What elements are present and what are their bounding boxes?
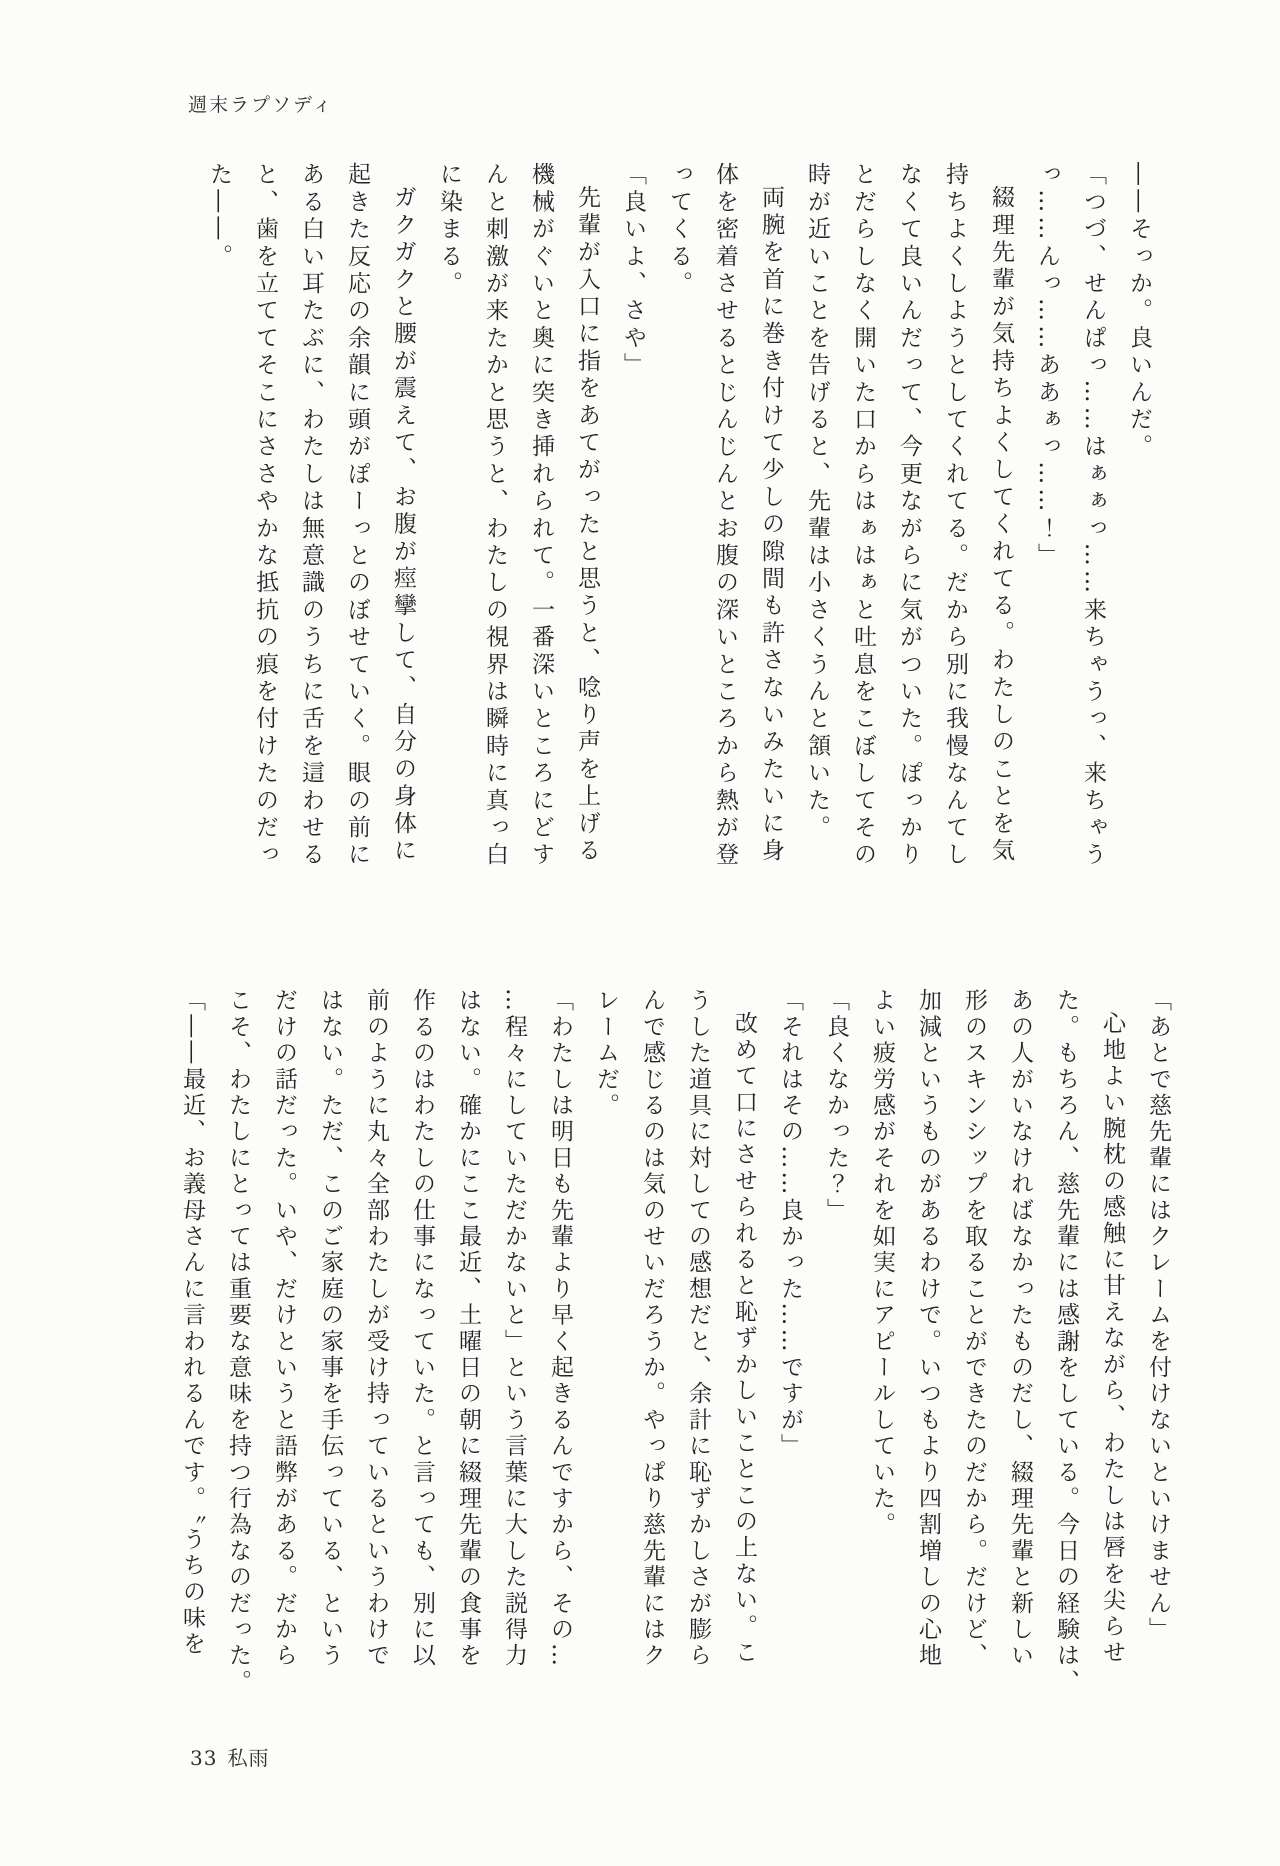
text-line: うした道具に対しての感想だと、余計に恥ずかしさが膨ら [685,988,711,1670]
text-line: 加減というものがあるわけで。いつもより四割増しの心地 [915,988,941,1670]
text-line: よい疲労感がそれを如実にアピールしていた。 [869,988,895,1539]
text-block-bottom [169,988,1181,1694]
text-block-top [196,162,1162,886]
text-line: ――そっか。良いんだ。 [1126,162,1152,462]
text-line: んで感じるのは気のせいだろうか。やっぱり慈先輩にはク [639,988,665,1670]
text-line: 「――最近、お義母さんに言われるんです。〝うちの味を [179,988,205,1658]
text-line: 作るのはわたしの仕事になっていた。と言っても、別に以 [409,988,435,1670]
text-line: なくて良いんだって、今更ながらに気がついた。ぽっかり [896,162,922,870]
text-line: とだらしなく開いた口からはぁはぁと吐息をこぼしてその [850,162,876,870]
text-line: た――。 [206,162,232,271]
text-line: 先輩が入口に指をあてがったと思うと、唸り声を上げる [574,185,600,865]
text-line: 心地よい腕枕の感触に甘えながら、わたしは唇を尖らせ [1099,1011,1125,1666]
text-line: ある白い耳たぶに、わたしは無意識のうちに舌を這わせる [298,162,324,870]
text-line: 両腕を首に巻き付けて少しの隙間も許さないみたいに身 [758,185,784,865]
text-line: んと刺激が来たかと思うと、わたしの視界は瞬時に真っ白 [482,162,508,870]
text-line: 前のように丸々全部わたしが受け持っているというわけで [363,988,389,1670]
book-title: 私雨 [227,1746,270,1770]
text-line: と、歯を立ててそこにささやかな抵抗の痕を付けたのだっ [252,162,278,870]
text-line: に染まる。 [436,162,462,298]
text-line: 「良いよ、さや」 [620,162,646,380]
text-line: はない。確かにここ最近、土曜日の朝に綴理先輩の食事を [455,988,481,1670]
running-header: 週末ラプソディ [188,94,334,116]
text-line: あの人がいなければなかったものだし、綴理先輩と新しい [1007,988,1033,1670]
text-line: ってくる。 [666,162,692,298]
text-line: 「わたしは明日も先輩より早く起きるんですから、その… [547,988,573,1670]
text-line: 機械がぐいと奥に突き挿れられて。一番深いところにどす [528,162,554,870]
text-line: ガクガクと腰が震えて、お腹が痙攣して、自分の身体に [390,185,416,865]
text-line: 「つづ、せんぱっ……はぁぁっ……来ちゃうっ、来ちゃう [1080,162,1106,870]
text-line: 綴理先輩が気持ちよくしてくれてる。わたしのことを気 [988,185,1014,865]
text-line: レームだ。 [593,988,619,1119]
page-footer [190,1742,269,1771]
text-line: っ……んっ……ああぁっ……！」 [1034,162,1060,570]
text-line: た。もちろん、慈先輩には感謝をしている。今日の経験は、 [1053,988,1079,1696]
page-number: 33 [190,1746,218,1770]
text-line: 「あとで慈先輩にはクレームを付けないといけません」 [1145,988,1171,1643]
text-line: 形のスキンシップを取ることができたのだから。だけど、 [961,988,987,1670]
text-line: …程々にしていただかないと」という言葉に大した説得力 [501,988,527,1670]
text-line: 体を密着させるとじんじんとお腹の深いところから熱が登 [712,162,738,870]
text-line: 起きた反応の余韻に頭がぽーっとのぼせていく。眼の前に [344,162,370,870]
text-line: 改めて口にさせられると恥ずかしいことこの上ない。こ [731,1011,757,1666]
text-line: 「良くなかった？」 [823,988,849,1224]
text-line: 時が近いことを告げると、先輩は小さくうんと頷いた。 [804,162,830,842]
text-line: はない。ただ、このご家庭の家事を手伝っている、という [317,988,343,1670]
text-line: だけの話だった。いや、だけというと語弊がある。だから [271,988,297,1670]
text-line: 「それはその……良かった……ですが」 [777,988,803,1460]
text-line: 持ちよくしようとしてくれてる。だから別に我慢なんてし [942,162,968,870]
text-line: こそ、わたしにとっては重要な意味を持つ行為なのだった。 [225,988,251,1696]
